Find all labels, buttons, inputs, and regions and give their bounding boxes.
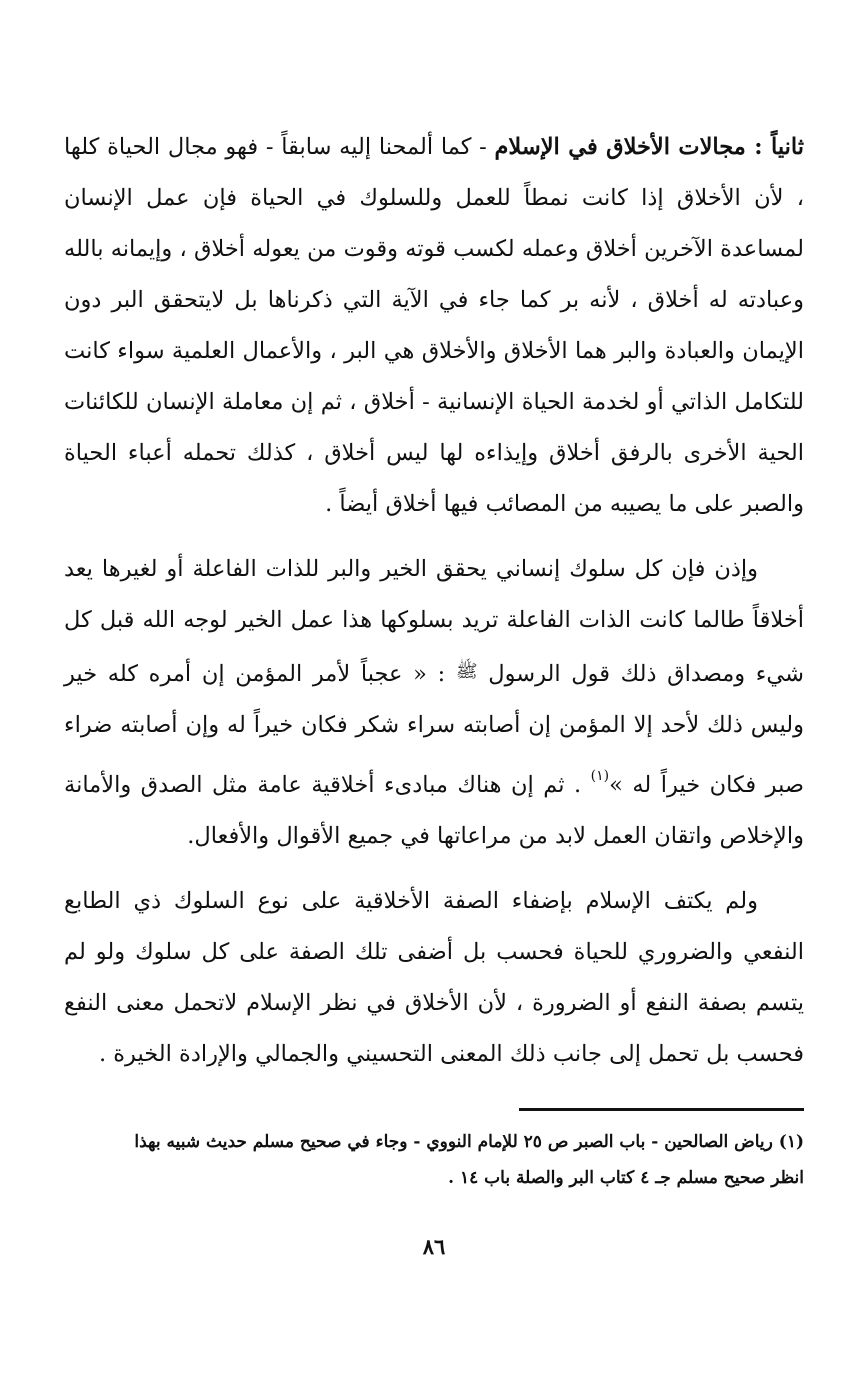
footnote-divider (519, 1108, 804, 1111)
paragraph-3-text: ولم يكتف الإسلام بإضفاء الصفة الأخلاقية على نوع السلوك ذي الطابع النفعي والضروري للحياة فحسب بل أضفى تلك الصفة على كل سلوك ولو لم يتسم بصفة النفع أو الضرورة ، لأن الأخلاق في نظر الإسلام لاتحمل معنى النفع فحسب بل تحمل إلى جانب ذلك المعنى التحسيني والجمالي والإرادة الخيرة . (64, 888, 804, 1067)
paragraph-1-text: - كما ألمحنا إليه سابقاً - فهو مجال الحياة كلها ، لأن الأخلاق إذا كانت نمطاً للعمل وللسلوك في الحياة فإن عمل الإنسان لمساعدة الآخرين أخلاق وعمله لكسب قوته وقوت من يعوله أخلاق ، وإيمانه بالله وعبادته له أخلاق ، لأنه بر كما جاء في الآية التي ذكرناها بل لايتحقق البر دون الإيمان والعبادة والبر هما الأخلاق والأخلاق هي البر ، والأعمال العلمية سواء كانت للتكامل الذاتي أو لخدمة الحياة الإنسانية - أخلاق ، ثم إن معاملة الإنسان للكائنات الحية الأخرى بالرفق أخلاق وإيذاءه لها ليس أخلاق ، كذلك تحمله أعباء الحياة والصبر على ما يصيبه من المصائب فيها أخلاق أيضاً . (64, 134, 804, 517)
paragraph-2-text-before: وإذن فإن كل سلوك إنساني يحقق الخير والبر للذات الفاعلة أو لغيرها يعد أخلاقاً طالما كانت الذات الفاعلة تريد بسلوكها هذا عمل الخير لوجه الله قبل كل شيء ومصداق ذلك قول الرسول (64, 556, 804, 687)
main-text (64, 122, 804, 1080)
footnote-reference: (١) (590, 768, 610, 784)
paragraph-2-text-end: . ثم إن هناك مبادىء أخلاقية عامة مثل الصدق والأمانة والإخلاص واتقان العمل لابد من مراعاتها في جميع الأقوال والأفعال. (64, 772, 804, 849)
page-number: ٨٦ (422, 1234, 446, 1259)
paragraph-2 (64, 544, 804, 862)
paragraph-2-text-after: : « عجباً لأمر المؤمن إن أمره كله خير وليس ذلك لأحد إلا المؤمن إن أصابته سراء شكر فكان خيراً له وإن أصابته ضراء صبر فكان خيراً له » (64, 661, 804, 798)
section-heading-inline: ثانياً : مجالات الأخلاق في الإسلام (494, 134, 804, 160)
footnote-line-2: انظر صحيح مسلم جـ ٤ كتاب البر والصلة باب ١٤ . (448, 1168, 804, 1188)
footnote (64, 1124, 804, 1196)
paragraph-3 (64, 876, 804, 1080)
footnote-line-1: (١) رياض الصالحين - باب الصبر ص ٢٥ للإمام النووي - وجاء في صحيح مسلم حديث شبيه بهذا (134, 1132, 804, 1152)
paragraph-1 (64, 122, 804, 530)
salawat-glyph: ﷺ (455, 661, 478, 682)
